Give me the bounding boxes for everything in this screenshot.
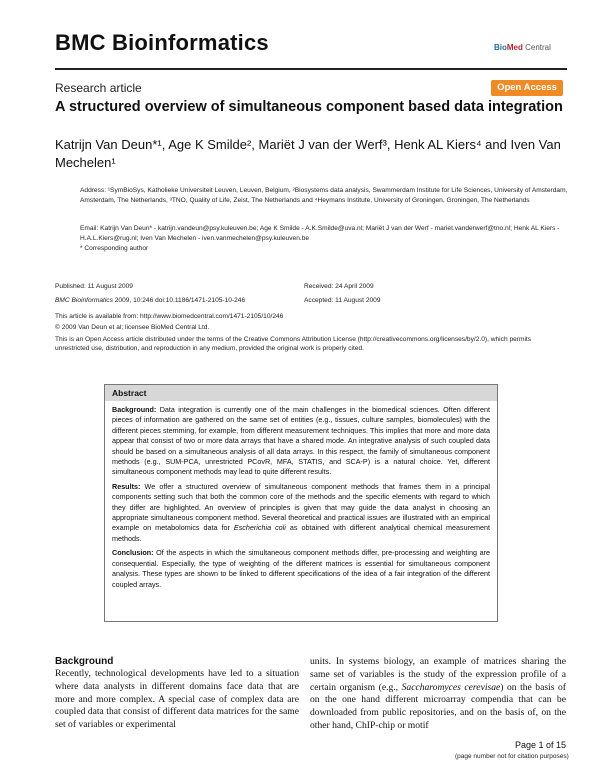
article-type: Research article [55, 81, 142, 95]
abstract-results: Results: We offer a structured overview of simultaneous component methods that frames them in a principal components setting such that both the common core of the methods and the specific elements with regard to which they differ are highlighted. An overview of principles is given that may guide the data analyst in choosing an appropriate simultaneous component method. Several theoretical and practical issues are illustrated with an empirical example on metabolomics data for Escherichia coli as obtained with different analytical chemical measurement methods. [112, 481, 490, 543]
license-text: This is an Open Access article distributed under the terms of the Creative Commons Attribution License (http://creativecommons.org/licenses/by/2.0), which permits unrestricted use, distribution, and reproduction in any medium, provided the original work is properly cited. [55, 335, 532, 353]
copyright-block [55, 323, 565, 354]
abstract-conclusion: Conclusion: Of the aspects in which the simultaneous component methods differ, pre-processing and weighting are consequential. Especially, the type of weighting of the different matrices is essential for simultaneous component analysis. These types are shown to be linked to different specifications of the idea of a fair integration of the different coupled arrays. [112, 548, 490, 589]
copyright-line: © 2009 Van Deun et al; licensee BioMed Central Ltd. [55, 324, 210, 331]
corresponding-note: * Corresponding author [80, 245, 149, 252]
abstract-box [104, 384, 498, 622]
received-date: Received: 24 April 2009 [304, 283, 374, 290]
page-number-note: (page number not for citation purposes) [455, 753, 569, 760]
paper-title: A structured overview of simultaneous component based data integration [55, 99, 563, 115]
abstract-background: Background: Data integration is currently one of the main challenges in the biomedical sciences. Often different pieces of information are gathered on the same set of entities (e.g., tissues, culture samples, biomolecules) with the different pieces stemming, for example, from different measurement techniques. This implies that more and more data appear that consist of two or more data arrays that have a shared mode. An integrative analysis of such coupled data should be based on a simultaneous analysis of all data arrays. In this respect, the family of simultaneous component methods (e.g., SUM-PCA, unrestricted PCovR, MFA, STATIS, and SCA-P) is a natural choice. Yet, different simultaneous component methods may lead to quite different results. [112, 405, 490, 477]
journal-title: BMC Bioinformatics [55, 30, 269, 55]
open-access-badge: Open Access [491, 80, 563, 96]
author-emails: Email: Katrijn Van Deun* - katrijn.vandeun@psy.kuleuven.be; Age K Smilde - A.K.Smilde@uva.nl; Mariët J van der Werf - mariet.vanderwerf@tno.nl; Henk AL Kiers - H.A.L.Kiers@rug.nl; Iven Van Mechelen - iven.vanmechelen@psy.kuleuven.be [80, 225, 560, 242]
published-date: Published: 11 August 2009 [55, 283, 133, 290]
abstract-heading: Abstract [105, 385, 497, 401]
received-accepted [304, 282, 554, 305]
publication-info [55, 282, 305, 305]
body-column-right: units. In systems biology, an example of matrices sharing the same set of variables is the study of the expression profile of a certain organism (e.g., Saccharomyces cerevisae) on the basis of on the one hand different microarray compendia that can be downloaded from public repositories, and on the basis of, on the other hand, ChIP-chip or motif [310, 656, 566, 731]
body-column-left: Recently, technological developments have led to a situation where data analysts in different domains face data that are more and more complex. A special case of complex data are coupled data that consist of different data matrices for the same set of variables or experimental [55, 668, 299, 731]
header-rule [55, 68, 567, 70]
author-list: Katrijn Van Deun*¹, Age K Smilde², Mariët J van der Werf³, Henk AL Kiers⁴ and Iven Van Mechelen¹ [55, 137, 561, 170]
accepted-date: Accepted: 11 August 2009 [304, 296, 381, 304]
page-number: Page 1 of 15 [515, 740, 567, 750]
affiliations: Address: ¹SymBioSys, Katholieke Universiteit Leuven, Leuven, Belgium, ²Biosystems data analysis, Swammerdam Institute for Life Sciences, University of Amsterdam, Amsterdam, The Netherlands, ³TNO, Quality of Life, Zeist, The Netherlands and ⁴Heymans Institute, University of Groningen, Groningen, The Netherlands [80, 187, 568, 204]
availability-url[interactable]: This article is available from: http://www.biomedcentral.com/1471-2105/10/246 [55, 313, 284, 320]
citation: BMC Bioinformatics 2009, 10:246 doi:10.1186/1471-2105-10-246 [55, 296, 246, 304]
biomed-central-logo: BioMed Central [494, 43, 551, 52]
section-heading-background: Background [55, 656, 114, 667]
